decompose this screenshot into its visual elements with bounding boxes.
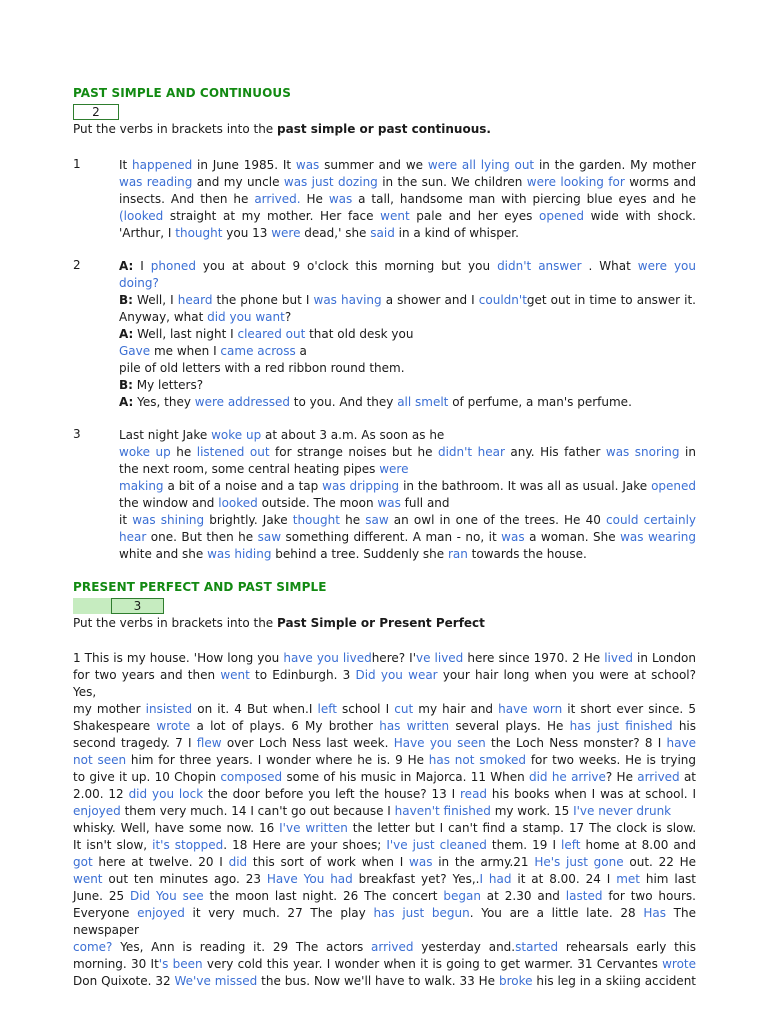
text-segment: towards the house. xyxy=(467,547,587,561)
text-line xyxy=(73,735,696,752)
text-line xyxy=(119,343,696,360)
verb-answer: lived xyxy=(604,651,633,665)
text-line xyxy=(119,157,696,174)
text-line xyxy=(73,718,696,735)
text-segment: Everyone xyxy=(73,906,138,920)
text-line xyxy=(73,905,696,939)
verb-answer: listened out xyxy=(196,445,270,459)
text-segment: the next room, some central heating pipes xyxy=(119,462,380,476)
text-segment: to give it up. 10 Chopin xyxy=(73,770,221,784)
verb-answer: thought xyxy=(292,513,340,527)
text-line xyxy=(119,225,696,242)
text-segment: yesterday and. xyxy=(413,940,516,954)
verb-answer: left xyxy=(317,702,337,716)
text-segment: you 13 xyxy=(222,226,272,240)
text-segment: this sort of work when I xyxy=(247,855,410,869)
exercise-paragraph xyxy=(119,157,696,242)
text-segment: Don Quixote. 32 xyxy=(73,974,175,988)
text-line xyxy=(119,292,696,309)
text-line xyxy=(119,326,696,343)
text-segment: them very much. 14 I can't go out because I xyxy=(120,804,395,818)
verb-answer: didn't hear xyxy=(437,445,505,459)
verb-answer: did you want xyxy=(207,310,285,324)
verb-answer: phoned xyxy=(150,259,196,273)
text-line xyxy=(119,174,696,191)
text-segment: morning. 30 It xyxy=(73,957,159,971)
verb-answer: Have You had xyxy=(266,872,353,886)
verb-answer: has not smoked xyxy=(428,753,527,767)
verb-answer: started xyxy=(515,940,559,954)
text-segment: in London xyxy=(632,651,697,665)
verb-answer: arrived xyxy=(371,940,414,954)
text-segment: Shakespeare xyxy=(73,719,157,733)
verb-answer: have xyxy=(666,736,696,750)
verb-answer: was shining xyxy=(132,513,205,527)
text-line xyxy=(119,444,696,461)
verb-answer: enjoyed xyxy=(137,906,185,920)
verb-answer: were all lying out xyxy=(427,158,535,172)
verb-answer: broke xyxy=(498,974,533,988)
text-segment: something different. A man - no, it xyxy=(281,530,502,544)
text-segment: behind a tree. Suddenly she xyxy=(271,547,448,561)
text-segment: them. 19 I xyxy=(486,838,562,852)
text-line xyxy=(73,820,696,837)
verb-answer: all smelt xyxy=(397,395,449,409)
exercise-paragraph xyxy=(73,650,696,990)
text-line xyxy=(119,360,696,377)
text-line xyxy=(73,650,696,667)
text-segment: it at 8.00. 24 I xyxy=(511,872,617,886)
speaker-label: A: xyxy=(119,327,134,341)
speaker-label: A: xyxy=(119,395,134,409)
verb-answer: was snoring xyxy=(605,445,680,459)
verb-answer: has written xyxy=(379,719,450,733)
text-segment: straight at my mother. Her face xyxy=(163,209,381,223)
exercise-paragraph xyxy=(119,427,696,563)
text-segment: for two hours. xyxy=(602,889,696,903)
text-segment: any. His father xyxy=(504,445,606,459)
text-segment: in the army.21 xyxy=(432,855,535,869)
text-segment: you at about 9 o'clock this morning but you xyxy=(195,259,498,273)
text-segment: at 2.30 and xyxy=(480,889,566,903)
verb-answer: was dripping xyxy=(322,479,400,493)
verb-answer: arrived xyxy=(637,770,680,784)
verb-answer: saw xyxy=(257,530,282,544)
text-segment: . You are a little late. 28 xyxy=(469,906,644,920)
text-segment: over Loch Ness last week. xyxy=(221,736,394,750)
text-segment: in the sun. We children xyxy=(377,175,527,189)
text-segment: brightly. Jake xyxy=(204,513,293,527)
text-segment: in a kind of whisper. xyxy=(394,226,519,240)
verb-answer: He's just gone xyxy=(534,855,624,869)
verb-answer: arrived. xyxy=(254,192,301,206)
speaker-label: B: xyxy=(119,293,133,307)
verb-answer: couldn't xyxy=(478,293,527,307)
verb-answer: was having xyxy=(313,293,382,307)
text-segment: The newspaper xyxy=(73,906,696,937)
verb-answer: were you xyxy=(637,259,696,273)
text-segment: whisky. Well, have some now. 16 xyxy=(73,821,280,835)
text-line xyxy=(119,427,696,444)
exercise-paragraph xyxy=(119,258,696,411)
speaker-label: B: xyxy=(119,378,133,392)
text-segment: Yes, Ann is reading it. 29 The actors xyxy=(112,940,372,954)
text-line xyxy=(119,191,696,208)
text-segment: several plays. He xyxy=(449,719,570,733)
text-segment: worms and xyxy=(624,175,696,189)
verb-answer: woke up xyxy=(119,445,171,459)
text-segment: home at 8.00 and xyxy=(580,838,697,852)
text-segment: pale and her eyes xyxy=(409,209,540,223)
exercise-number: 2 xyxy=(73,258,81,272)
verb-answer: came across xyxy=(220,344,296,358)
verb-answer: I've just cleaned xyxy=(386,838,487,852)
text-segment: outside. The moon xyxy=(257,496,378,510)
verb-answer: I've written xyxy=(279,821,348,835)
verb-answer: 's been xyxy=(158,957,203,971)
verb-answer: was xyxy=(409,855,433,869)
verb-answer: heard xyxy=(177,293,213,307)
text-line xyxy=(73,888,696,905)
text-line xyxy=(73,701,696,718)
instruction: Put the verbs in brackets into the Past Simple or Present Perfect xyxy=(73,616,485,630)
verb-answer: lasted xyxy=(565,889,603,903)
verb-answer: began xyxy=(443,889,481,903)
text-segment: Anyway, what xyxy=(119,310,208,324)
verb-answer: I've never drunk xyxy=(573,804,672,818)
text-segment: 2.00. 12 xyxy=(73,787,129,801)
verb-answer: was just dozing xyxy=(283,175,378,189)
text-segment: a xyxy=(295,344,307,358)
verb-answer: I had xyxy=(479,872,512,886)
verb-answer: cut xyxy=(394,702,414,716)
verb-answer: have you lived xyxy=(283,651,372,665)
text-segment: ? He xyxy=(605,770,638,784)
text-segment: one. But then he xyxy=(146,530,258,544)
text-segment: It isn't slow, xyxy=(73,838,153,852)
verb-answer: Gave xyxy=(119,344,151,358)
text-line xyxy=(119,529,696,546)
verb-answer: has just finished xyxy=(569,719,673,733)
text-segment: Well, last night I xyxy=(133,327,238,341)
text-segment: for two weeks. He is trying xyxy=(526,753,697,767)
verb-answer: making xyxy=(119,479,164,493)
verb-answer: cleared out xyxy=(237,327,306,341)
text-segment: an owl in one of the trees. He 40 xyxy=(388,513,607,527)
text-segment: the window and xyxy=(119,496,219,510)
verb-answer: was reading xyxy=(119,175,193,189)
verb-answer: was hiding xyxy=(207,547,272,561)
text-segment: the phone but I xyxy=(212,293,314,307)
text-segment: very cold this year. I wonder when it is going to get warmer. 31 Cervantes xyxy=(202,957,663,971)
verb-answer: didn't answer xyxy=(497,259,582,273)
text-line xyxy=(73,956,696,973)
text-segment: for strange noises but he xyxy=(269,445,438,459)
verb-answer: did he arrive xyxy=(528,770,606,784)
text-segment: a woman. She xyxy=(524,530,621,544)
verb-answer: Has xyxy=(643,906,666,920)
text-segment: him last xyxy=(639,872,697,886)
text-segment: It xyxy=(119,158,133,172)
text-segment: get out in time to answer it. xyxy=(526,293,696,307)
text-segment: . 18 Here are your shoes; xyxy=(223,838,387,852)
verb-answer: Did you wear xyxy=(355,668,438,682)
verb-answer: were xyxy=(271,226,301,240)
text-segment: here at twelve. 20 I xyxy=(92,855,229,869)
section-title-present-perfect-past-simple: PRESENT PERFECT AND PAST SIMPLE xyxy=(73,580,327,594)
verb-answer: has just begun xyxy=(373,906,470,920)
verb-answer: hear xyxy=(119,530,147,544)
text-segment: rehearsals early this xyxy=(558,940,696,954)
verb-answer: left xyxy=(561,838,581,852)
text-line xyxy=(119,394,696,411)
text-segment: 'Arthur, I xyxy=(119,226,176,240)
text-segment: out. 22 He xyxy=(623,855,696,869)
verb-answer: happened xyxy=(132,158,193,172)
text-line xyxy=(119,258,696,275)
verb-answer: have worn xyxy=(498,702,563,716)
text-segment: dead,' she xyxy=(300,226,371,240)
text-segment: Well, I xyxy=(132,293,178,307)
text-segment: me when I xyxy=(150,344,221,358)
instruction: Put the verbs in brackets into the past simple or past continuous. xyxy=(73,122,491,136)
text-line xyxy=(119,495,696,512)
text-segment: it short ever since. 5 xyxy=(562,702,696,716)
text-segment: . What xyxy=(581,259,638,273)
text-segment: second tragedy. 7 I xyxy=(73,736,197,750)
text-segment: a lot of plays. 6 My brother xyxy=(190,719,380,733)
verb-answer: went xyxy=(220,668,250,682)
text-segment: in June 1985. It xyxy=(192,158,296,172)
verb-answer: saw xyxy=(365,513,389,527)
text-segment: he xyxy=(339,513,366,527)
text-segment: at xyxy=(679,770,696,784)
verb-answer: could certainly xyxy=(606,513,697,527)
text-segment: in the bathroom. It was all as usual. Jake xyxy=(399,479,652,493)
text-line xyxy=(119,377,696,394)
text-line xyxy=(119,461,696,478)
verb-answer: haven't finished xyxy=(394,804,491,818)
text-segment: June. 25 xyxy=(73,889,130,903)
text-segment: the moon last night. 26 The concert xyxy=(203,889,444,903)
verb-answer: was xyxy=(295,158,320,172)
verb-answer: went xyxy=(73,872,103,886)
verb-answer: ve lived xyxy=(416,651,464,665)
exercise-number-box: 2 xyxy=(73,104,119,120)
verb-answer: We've missed xyxy=(174,974,258,988)
text-line xyxy=(73,752,696,769)
text-line xyxy=(73,769,696,786)
verb-answer: were xyxy=(379,462,409,476)
verb-answer: (looked xyxy=(119,209,164,223)
text-segment: it xyxy=(119,513,133,527)
text-segment: of perfume, a man's perfume. xyxy=(448,395,632,409)
text-line xyxy=(73,871,696,888)
verb-answer: enjoyed xyxy=(73,804,121,818)
text-segment: a shower and I xyxy=(381,293,479,307)
verb-answer: opened xyxy=(539,209,584,223)
text-segment: white and she xyxy=(119,547,208,561)
text-segment: and my uncle xyxy=(192,175,284,189)
text-segment: full and xyxy=(400,496,450,510)
exercise-number: 3 xyxy=(73,427,81,441)
text-segment: the Loch Ness monster? 8 I xyxy=(485,736,667,750)
text-line xyxy=(73,667,696,701)
text-segment: summer and we xyxy=(319,158,428,172)
text-segment: him for three years. I wonder where he is. 9 He xyxy=(126,753,429,767)
text-line xyxy=(119,512,696,529)
speaker-label: A: xyxy=(119,259,134,273)
verb-answer: it's stopped xyxy=(152,838,224,852)
verb-answer: was xyxy=(328,192,353,206)
text-line xyxy=(119,309,696,326)
text-segment: 1 This is my house. 'How long you xyxy=(73,651,284,665)
text-line xyxy=(73,837,696,854)
verb-answer: doing? xyxy=(119,276,159,290)
text-line xyxy=(73,854,696,871)
text-segment: his xyxy=(672,719,697,733)
text-segment: that old desk you xyxy=(305,327,414,341)
text-segment: He xyxy=(300,192,329,206)
verb-answer: Did You see xyxy=(129,889,204,903)
verb-answer: did xyxy=(228,855,248,869)
verb-answer: ran xyxy=(447,547,468,561)
text-segment: I xyxy=(133,259,151,273)
verb-answer: Have you seen xyxy=(393,736,486,750)
text-segment: ? xyxy=(284,310,292,324)
text-line xyxy=(119,478,696,495)
text-segment: out ten minutes ago. 23 xyxy=(102,872,267,886)
text-segment: some of his music in Majorca. 11 When xyxy=(282,770,529,784)
text-segment: it very much. 27 The play xyxy=(184,906,374,920)
verb-answer: insisted xyxy=(145,702,193,716)
verb-answer: looked xyxy=(218,496,258,510)
text-segment: insects. And then he xyxy=(119,192,255,206)
text-segment: the letter but I can't find a stamp. 17 The clock is slow. xyxy=(347,821,697,835)
verb-answer: did you lock xyxy=(128,787,204,801)
verb-answer: wrote xyxy=(156,719,191,733)
text-line xyxy=(73,803,696,820)
text-segment: in the garden. My mother xyxy=(534,158,696,172)
text-line xyxy=(119,275,696,292)
text-segment: school I xyxy=(336,702,395,716)
text-segment: to you. And they xyxy=(289,395,398,409)
verb-answer: not seen xyxy=(73,753,127,767)
verb-answer: come? xyxy=(73,940,113,954)
section-title-past-simple-continuous: PAST SIMPLE AND CONTINUOUS xyxy=(73,86,291,100)
verb-answer: flew xyxy=(196,736,222,750)
text-segment: a tall, handsome man with piercing blue eyes and he xyxy=(352,192,696,206)
verb-answer: composed xyxy=(220,770,283,784)
text-segment: my mother xyxy=(73,702,146,716)
verb-answer: thought xyxy=(175,226,223,240)
text-segment: his books when I was at school. I xyxy=(487,787,697,801)
text-segment: a bit of a noise and a tap xyxy=(163,479,323,493)
text-segment: wide with shock. xyxy=(583,209,696,223)
verb-answer: were addressed xyxy=(194,395,290,409)
text-segment: my work. 15 xyxy=(490,804,574,818)
verb-answer: got xyxy=(73,855,93,869)
verb-answer: read xyxy=(460,787,488,801)
text-line xyxy=(73,973,696,990)
text-segment: to Edinburgh. 3 xyxy=(249,668,356,682)
verb-answer: went xyxy=(380,209,410,223)
text-line xyxy=(73,939,696,956)
text-segment: breakfast yet? Yes,. xyxy=(352,872,480,886)
text-segment: pile of old letters with a red ribbon round them. xyxy=(119,361,405,375)
exercise-number: 1 xyxy=(73,157,81,171)
text-segment: Last night Jake xyxy=(119,428,212,442)
text-segment: Yes, they xyxy=(133,395,195,409)
text-segment: the bus. Now we'll have to walk. 33 He xyxy=(257,974,499,988)
verb-answer: opened xyxy=(651,479,697,493)
text-segment: here since 1970. 2 He xyxy=(463,651,605,665)
text-segment: for two years and then xyxy=(73,668,221,682)
verb-answer: was xyxy=(377,496,401,510)
text-line xyxy=(73,786,696,803)
text-segment: the door before you left the house? 13 I xyxy=(203,787,461,801)
text-segment: his leg in a skiing accident xyxy=(532,974,697,988)
verb-answer: were looking for xyxy=(526,175,625,189)
text-line xyxy=(119,208,696,225)
text-segment: in xyxy=(679,445,696,459)
text-segment: My letters? xyxy=(132,378,204,392)
text-segment: your hair long when you were at school? Yes, xyxy=(73,668,697,699)
verb-answer: said xyxy=(370,226,395,240)
text-line xyxy=(119,546,696,563)
verb-answer: was wearing xyxy=(620,530,697,544)
text-segment: he xyxy=(170,445,197,459)
exercise-number-box: 3 xyxy=(111,598,164,614)
verb-answer: met xyxy=(616,872,640,886)
text-segment: at about 3 a.m. As soon as he xyxy=(261,428,445,442)
verb-answer: woke up xyxy=(211,428,262,442)
text-segment: my hair and xyxy=(413,702,499,716)
text-segment: on it. 4 But when.I xyxy=(192,702,318,716)
verb-answer: wrote xyxy=(662,957,697,971)
verb-answer: was xyxy=(501,530,525,544)
text-segment: here? I' xyxy=(371,651,416,665)
